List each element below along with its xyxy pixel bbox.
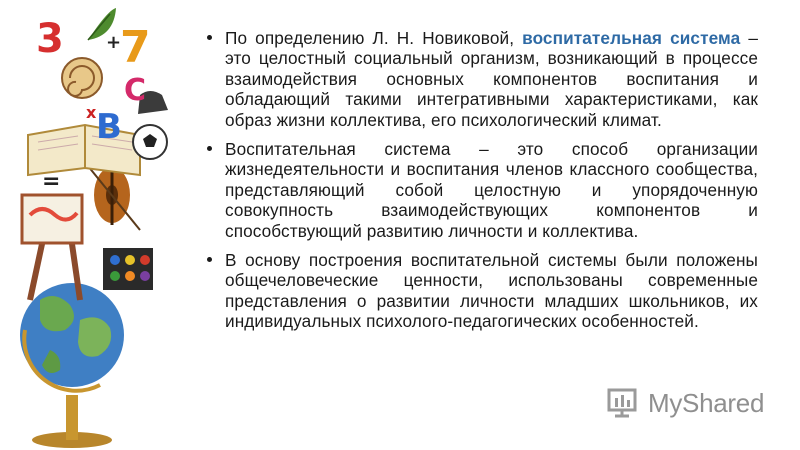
digit-3-icon: 3 [36, 16, 64, 62]
bullet-icon [207, 257, 212, 262]
paint-box-icon [103, 248, 153, 290]
highlight-term: воспитательная система [522, 28, 741, 48]
bullet-item-method [205, 139, 758, 241]
bullet-text-before: По определению Л. Н. Новиковой, [225, 28, 523, 48]
letter-b-icon: B [96, 107, 122, 147]
bullet-icon [207, 35, 212, 40]
bullet-text: Воспитательная система – это способ организации жизнедеятельности и воспитания членов классного сообщества, представляющий собой целостную и упорядоченную совокупность взаимодействующих компонентов и способствующий развитию личности и коллектива. [225, 139, 758, 241]
school-supplies-illustration [0, 0, 185, 450]
bullet-item-foundation [205, 250, 758, 332]
globe-stand-post [66, 395, 78, 440]
bullet-item-definition [205, 28, 758, 130]
equals-sign-icon: = [42, 169, 61, 194]
myshared-watermark [607, 385, 764, 421]
bullet-text: В основу построения воспитательной системы были положены общечеловеческие ценности, использованы современные представления о развитии личности младших школьников, их индивидуальных психолого-педагогических особенностей. [225, 250, 758, 332]
bullet-list [205, 28, 758, 341]
plus-sign-icon: + [106, 32, 122, 53]
bullet-text-after: – это целостный социальный организм, возникающий в процессе взаимодействия основных компонентов воспитания и обладающий такими интегративными характеристиками, как образ жизни коллектива, его психологический климат. [225, 28, 758, 130]
letter-c-icon: C [124, 73, 147, 108]
digit-7-icon: 7 [120, 22, 151, 73]
myshared-logo-icon [607, 388, 641, 418]
bullet-icon [207, 146, 212, 151]
multiply-sign-icon: x [86, 103, 97, 122]
watermark-text: MyShared [648, 387, 765, 418]
